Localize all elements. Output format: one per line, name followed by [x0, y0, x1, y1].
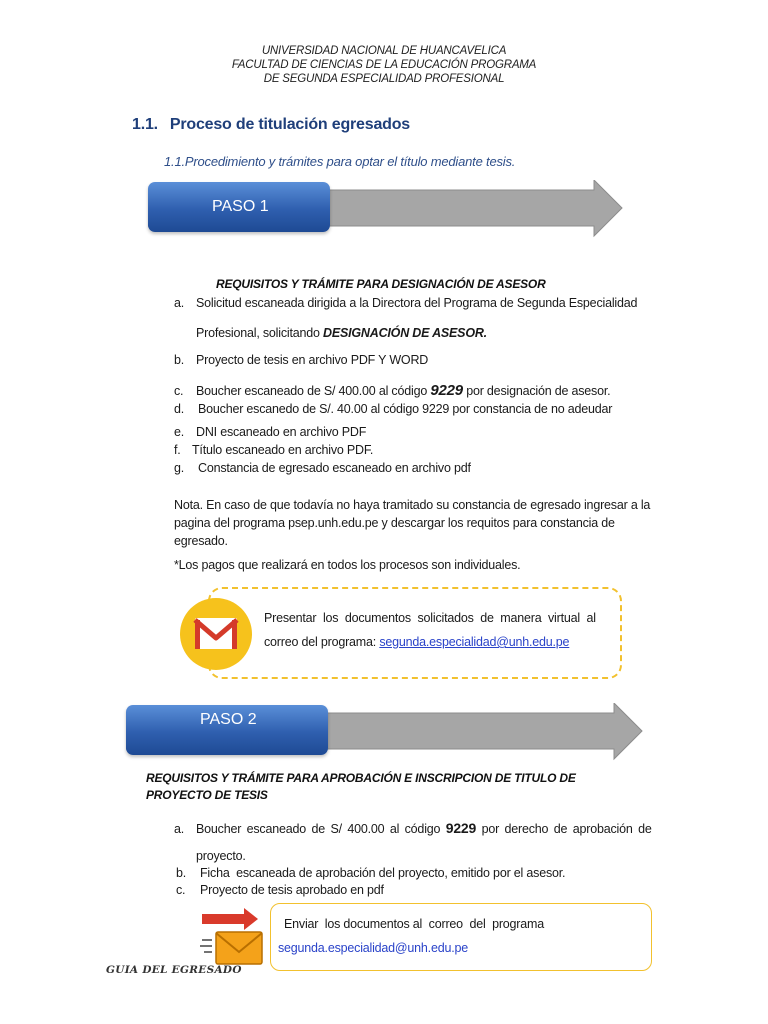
email-link[interactable]: segunda.especialidad@unh.edu.pe	[379, 635, 570, 649]
item-text: Proyecto de tesis en archivo PDF Y WORD	[196, 353, 429, 367]
item-marker: c.	[176, 883, 186, 897]
item-text: Proyecto de tesis aprobado en pdf	[200, 883, 384, 897]
paso1-note	[174, 496, 650, 550]
req-title-line: REQUISITOS Y TRÁMITE PARA APROBACIÓN E INSCRIPCION DE TITULO DE	[146, 771, 576, 785]
callout-line: Presentar los documentos solicitados de manera virtual al	[264, 611, 596, 625]
send-mail-icon	[198, 908, 266, 966]
item-text: Título escaneado en archivo PDF.	[192, 443, 374, 457]
item-text: Constancia de egresado escaneado en archivo pdf	[198, 461, 471, 475]
section-number: 1.1.	[132, 116, 158, 133]
paso1-item-a-cont	[196, 326, 487, 340]
paso1-item-a	[174, 296, 637, 310]
note-line: Nota. En caso de que todavía no haya tramitado su constancia de egresado ingresar a la	[174, 498, 651, 512]
paso2-callout-text	[278, 912, 544, 960]
callout-line: Enviar los documentos al correo del programa	[284, 917, 544, 931]
paso2-item-b	[176, 866, 565, 880]
section-subtitle: 1.1.Procedimiento y trámites para optar el título mediante tesis.	[164, 154, 516, 169]
item-text: DNI escaneado en archivo PDF	[196, 425, 367, 439]
item-marker: b.	[174, 353, 185, 367]
item-text: Profesional, solicitando	[196, 326, 324, 340]
paso2-box	[126, 705, 328, 755]
paso1-requirements-title: REQUISITOS Y TRÁMITE PARA DESIGNACIÓN DE ASESOR	[216, 277, 546, 291]
note-line: egresado.	[174, 534, 228, 548]
paso2-item-c	[176, 883, 384, 897]
document-header	[0, 44, 768, 86]
paso1-callout-text	[264, 606, 596, 654]
section-title-text: Proceso de titulación egresados	[169, 116, 410, 133]
paso1-item-e	[174, 425, 366, 439]
item-text: Boucher escaneado de S/ 400.00 al código	[196, 384, 431, 398]
section-title	[132, 116, 410, 134]
paso1-item-d	[174, 402, 612, 416]
paso1-item-b	[174, 353, 428, 367]
item-text: Solicitud escaneada dirigida a la Directora del Programa de Segunda Especialidad	[196, 296, 638, 310]
item-marker: d.	[174, 402, 185, 416]
callout-text: correo del programa:	[264, 635, 380, 649]
item-marker: g.	[174, 461, 185, 475]
paso1-box	[148, 182, 330, 232]
item-marker: e.	[174, 425, 185, 439]
item-code: 9229	[445, 820, 477, 836]
paso2-label: PASO 2	[200, 711, 257, 728]
req-title-line: PROYECTO DE TESIS	[146, 788, 268, 802]
footer-guide-label: GUIA DEL EGRESADO	[106, 964, 242, 976]
item-marker: b.	[176, 866, 187, 880]
item-text: por derecho de aprobación de	[476, 822, 652, 836]
item-marker: a.	[174, 296, 185, 310]
item-text: Boucher escaneado de S/ 400.00 al código	[196, 822, 446, 836]
item-code: 9229	[430, 382, 463, 399]
email-link[interactable]: segunda.especialidad@unh.edu.pe	[278, 941, 468, 955]
item-bold-text: DESIGNACIÓN DE ASESOR.	[323, 326, 487, 340]
paso2-item-a-cont: proyecto.	[196, 849, 246, 863]
item-marker: a.	[174, 822, 185, 836]
item-marker: f.	[174, 443, 181, 457]
item-marker: c.	[174, 384, 184, 398]
header-faculty: FACULTAD DE CIENCIAS DE LA EDUCACIÓN PROGRAMA	[231, 59, 537, 71]
payments-note: *Los pagos que realizará en todos los procesos son individuales.	[174, 558, 521, 572]
item-text: por designación de asesor.	[462, 384, 611, 398]
paso2-requirements-title	[146, 770, 576, 804]
paso2-item-a	[174, 820, 652, 836]
callout-line	[264, 630, 596, 654]
paso1-item-f	[174, 443, 373, 457]
header-university: UNIVERSIDAD NACIONAL DE HUANCAVELICA	[261, 45, 507, 57]
header-program: DE SEGUNDA ESPECIALIDAD PROFESIONAL	[263, 73, 505, 85]
paso1-item-c	[174, 382, 610, 399]
item-text: Boucher escanedo de S/. 40.00 al código 9229 por constancia de no adeudar	[198, 402, 613, 416]
paso1-item-g	[174, 461, 471, 475]
item-text: Ficha escaneada de aprobación del proyecto, emitido por el asesor.	[200, 866, 566, 880]
paso1-label: PASO 1	[212, 198, 269, 215]
note-line: pagina del programa psep.unh.edu.pe y descargar los requitos para constancia de	[174, 516, 615, 530]
gmail-icon	[180, 598, 252, 670]
